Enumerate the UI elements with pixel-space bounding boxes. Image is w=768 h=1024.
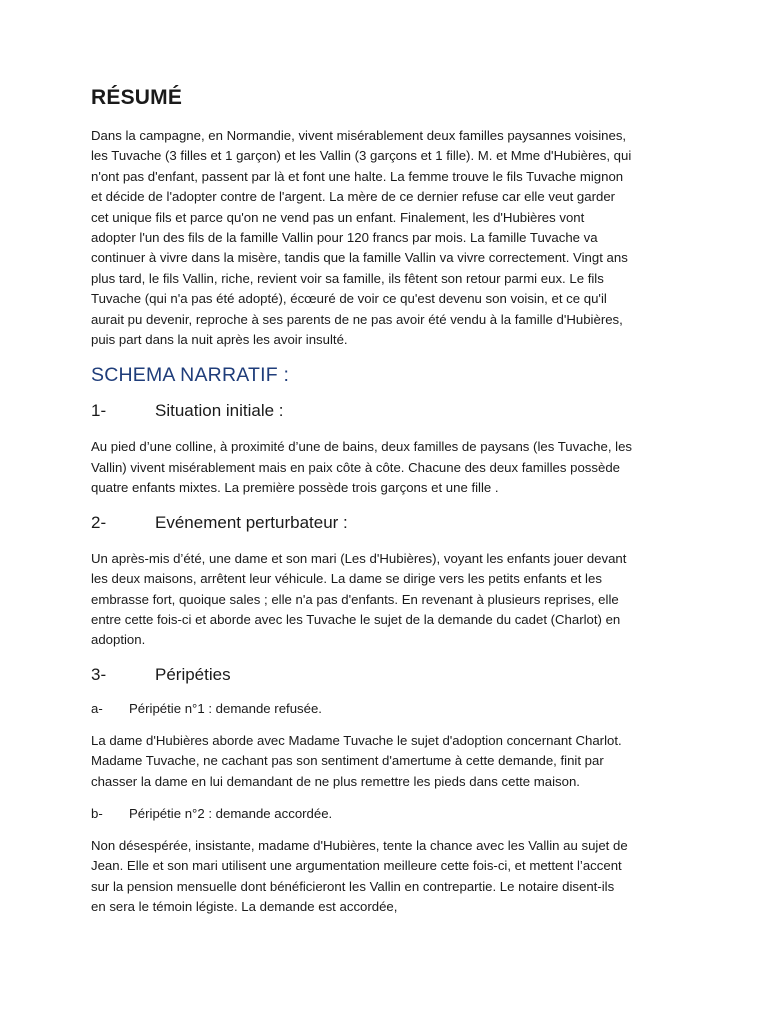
text-line: adopter l'un des fils de la famille Vallin pour 120 francs par mois. La famille Tuvache va: [91, 230, 598, 246]
situation-title: Situation initiale :: [155, 401, 284, 421]
peripetie-b-paragraph: [91, 836, 681, 918]
text-line: sur la pension mensuelle dont bénéficieront les Vallin en contrepartie. Le notaire disent-ils: [91, 878, 615, 894]
peripeties-number: 3-: [91, 664, 107, 684]
peripetie-b-heading: [91, 804, 681, 824]
text-line: adoption.: [91, 632, 146, 648]
evenement-paragraph: [91, 549, 681, 651]
text-line: Vallin) vivent misérablement mais en paix côte à côte. Chacune des deux familles possède: [91, 459, 620, 475]
document-page: [91, 86, 681, 918]
text-line: aurait pu devenir, reproche à ses parents de ne pas avoir été vendu à la famille d'Hubières,: [91, 311, 623, 327]
resume-title: RÉSUMÉ: [91, 86, 183, 109]
text-line: les Tuvache (3 filles et 1 garçon) et les Vallin (3 garçons et 1 fille). M. et Mme d'Hubières, qui: [91, 148, 632, 164]
peripetie-a-paragraph: [91, 731, 681, 792]
peripetie-b-label: b-: [91, 805, 103, 821]
text-line: n'ont pas d'enfant, passent par là et font une halte. La femme trouve le fils Tuvache mignon: [91, 168, 624, 184]
text-line: embrasse fort, quoique sales ; elle n'a pas d'enfants. En revenant à plusieurs reprises, elle: [91, 591, 619, 607]
peripetie-a-title: Péripétie n°1 : demande refusée.: [129, 700, 322, 716]
peripetie-a-heading: [91, 699, 681, 719]
text-line: Madame Tuvache, ne cachant pas son sentiment d'amertume à cette demande, finit par: [91, 753, 604, 769]
evenement-number: 2-: [91, 512, 107, 532]
text-line: continuer à vivre dans la misère, tandis que la famille Vallin va vivre correctement. Vingt ans: [91, 250, 628, 266]
peripeties-title: Péripéties: [155, 664, 231, 684]
resume-paragraph: [91, 126, 681, 350]
text-line: entre cette fois-ci et aborde avec les Tuvache le sujet de la demande du cadet (Charlot) en: [91, 611, 621, 627]
peripetie-a-label: a-: [91, 700, 103, 716]
evenement-heading: [91, 513, 681, 533]
text-line: puis part dans la nuit après les avoir insulté.: [91, 332, 348, 348]
text-line: Tuvache (qui n'a pas été adopté), écœuré de voir ce qu'est devenu son voisin, et ce qu'il: [91, 291, 607, 307]
text-line: et décide de l'adopter contre de l'argent. La mère de ce dernier refuse car elle veut garder: [91, 189, 616, 205]
schema-title: SCHEMA NARRATIF :: [91, 364, 290, 387]
text-line: cet unique fils et parce qu'on ne vend pas un enfant. Finalement, les d'Hubières vont: [91, 209, 585, 225]
text-line: chasser la dame en lui demandant de ne plus remettre les pieds dans cette maison.: [91, 773, 580, 789]
text-line: Au pied d’une colline, à proximité d’une de bains, deux familles de paysans (les Tuvache, les: [91, 439, 633, 455]
peripetie-b-title: Péripétie n°2 : demande accordée.: [129, 805, 333, 821]
text-line: Non désespérée, insistante, madame d'Hubières, tente la chance avec les Vallin au sujet de: [91, 837, 628, 853]
text-line: en sera le témoin légiste. La demande est accordée,: [91, 899, 398, 915]
text-line: les deux maisons, arrêtent leur véhicule. La dame se dirige vers les petits enfants et les: [91, 571, 602, 587]
text-line: Jean. Elle et son mari utilisent une argumentation meilleure cette fois-ci, et mettent l’accent: [91, 858, 622, 874]
text-line: quatre enfants mixtes. La première possède trois garçons et une fille .: [91, 480, 499, 496]
situation-heading: [91, 401, 681, 421]
situation-number: 1-: [91, 401, 107, 421]
text-line: La dame d'Hubières aborde avec Madame Tuvache le sujet d'adoption concernant Charlot.: [91, 732, 622, 748]
text-line: plus tard, le fils Vallin, riche, revient voir sa famille, ils fêtent son retour parmi eux. Le fils: [91, 270, 604, 286]
text-line: Un après-mis d’été, une dame et son mari (Les d'Hubières), voyant les enfants jouer devant: [91, 550, 627, 566]
peripeties-heading: [91, 665, 681, 685]
evenement-title: Evénement perturbateur :: [155, 512, 348, 532]
text-line: Dans la campagne, en Normandie, vivent misérablement deux familles paysannes voisines,: [91, 128, 627, 143]
situation-paragraph: [91, 437, 681, 498]
